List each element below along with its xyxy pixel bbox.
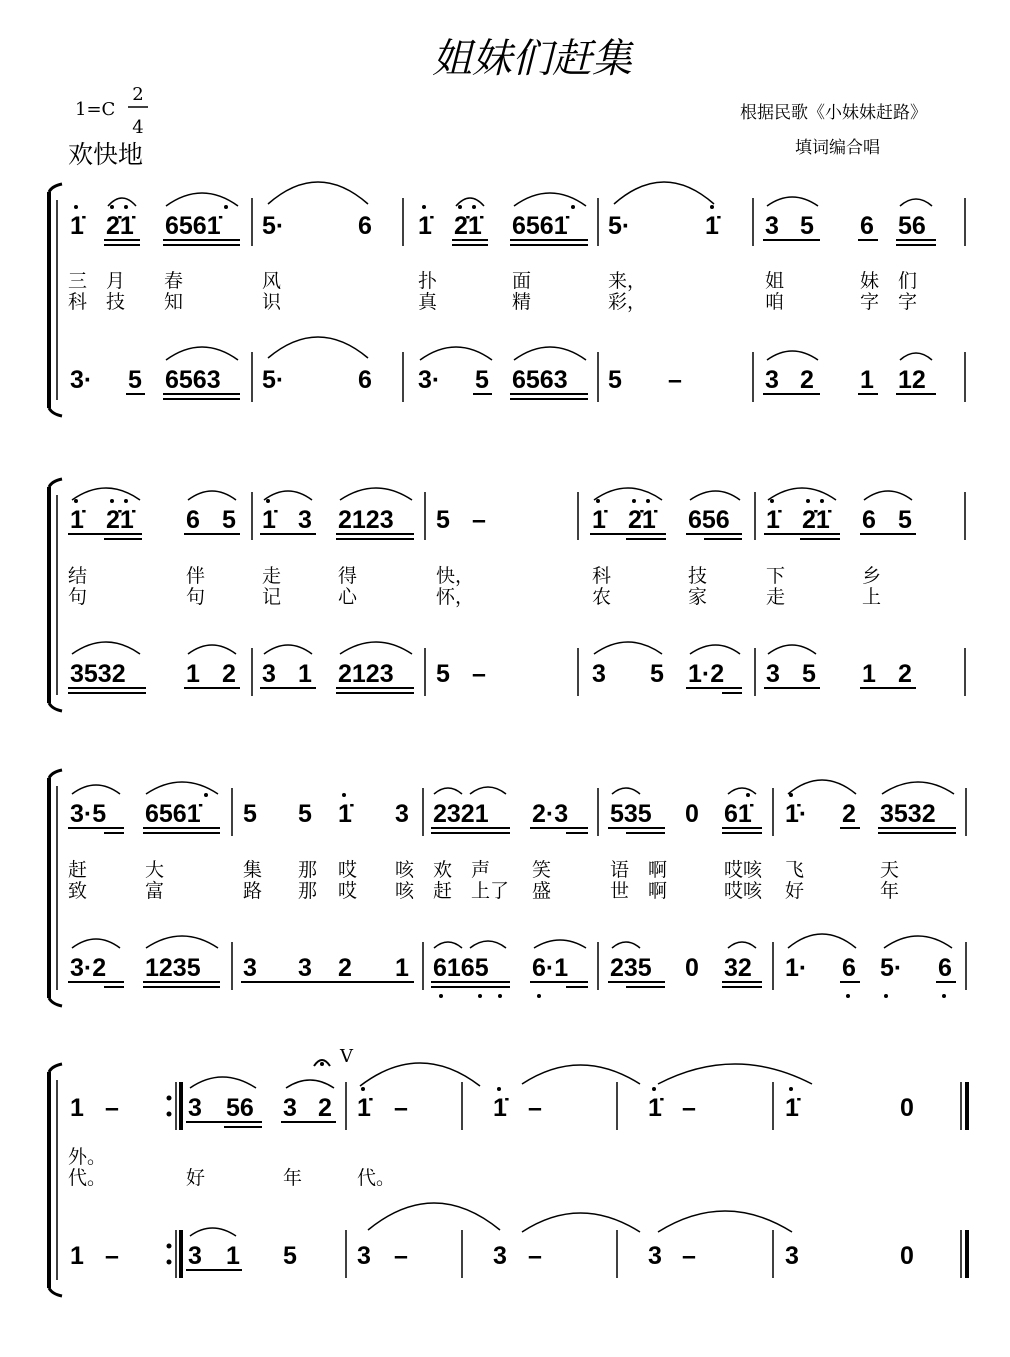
upper-voice [70, 212, 926, 240]
note: 3 [262, 660, 276, 688]
note: 1 [860, 366, 874, 394]
lyrics-verse-2 [68, 291, 917, 313]
lyric: 句 [68, 586, 88, 608]
note: 3 [493, 1242, 507, 1270]
lyric: 技 [106, 291, 126, 313]
lyric: 记 [262, 586, 282, 608]
note: 3 [765, 366, 779, 394]
lyrics-verse-1 [68, 859, 899, 881]
lyric: 致 [68, 880, 88, 902]
lyric: 快， [436, 565, 475, 587]
slurs [72, 780, 954, 794]
note: 1̇ [592, 506, 606, 534]
note: 5 [802, 660, 816, 688]
lyric: 下 [766, 565, 786, 587]
fermata-icon [314, 1046, 354, 1067]
underlines [186, 1122, 336, 1127]
lyric: 那 [298, 880, 318, 902]
lyric: 精 [512, 291, 532, 313]
lyric: 外。 [68, 1146, 107, 1168]
lyric: 年 [880, 880, 900, 902]
lyric: 得 [338, 565, 358, 587]
lyric: 啊 [648, 880, 668, 902]
note: 2123 [338, 506, 394, 534]
note: 1̇ [785, 1094, 799, 1122]
note: 5 [650, 660, 664, 688]
slurs [190, 1063, 812, 1088]
note: 2̇1̇ [454, 212, 482, 240]
note: 535 [610, 800, 652, 828]
system-4 [49, 1046, 967, 1296]
note: 2̇1̇ [106, 506, 134, 534]
lyric: 年 [283, 1167, 303, 1189]
lyric: 咳 [395, 880, 415, 902]
credit-line-2: 填词编合唱 [795, 138, 880, 158]
note: 2·3 [532, 800, 569, 828]
note: – [394, 1094, 408, 1122]
note: 3 [298, 506, 312, 534]
underlines [68, 982, 956, 987]
note: 3 [648, 1242, 662, 1270]
slurs [190, 1203, 792, 1236]
note: – [668, 366, 682, 394]
note: 3·5 [70, 800, 107, 828]
note: 1̇ [418, 212, 432, 240]
lyric: 真 [418, 291, 438, 313]
note: 3 [395, 800, 409, 828]
note: 3 [785, 1242, 799, 1270]
note: 6563 [165, 366, 221, 394]
lyric: 走 [766, 586, 786, 608]
lyric: 盛 [532, 880, 552, 902]
note: 6·1 [532, 954, 569, 982]
lyric: 好 [186, 1167, 206, 1189]
underlines [68, 688, 916, 693]
note: 1· [785, 954, 808, 982]
lyric: 大 [145, 859, 165, 881]
lyrics-verse-1 [68, 270, 917, 292]
lyric: 月 [106, 270, 126, 292]
credit-line-1: 根据民歌《小妹妹赶路》 [740, 103, 927, 123]
note: – [394, 1242, 408, 1270]
system-2 [49, 479, 965, 711]
note: 0 [900, 1094, 914, 1122]
note: 3· [418, 366, 441, 394]
note: 1 [298, 660, 312, 688]
time-signature-bottom: 4 [132, 117, 144, 138]
note: 5 [608, 366, 622, 394]
note: 6165 [433, 954, 489, 982]
lyric: 赶 [433, 880, 453, 902]
note: 5 [298, 800, 312, 828]
lyric: 哎 [338, 880, 358, 902]
note: – [472, 660, 486, 688]
note: 1 [395, 954, 409, 982]
note: 1 [226, 1242, 240, 1270]
note: – [528, 1094, 542, 1122]
lyric: 世 [610, 880, 630, 902]
lyric: 语 [610, 859, 630, 881]
note: 3·2 [70, 954, 107, 982]
key-signature: 1=C [75, 99, 116, 120]
lyric: 来， [608, 270, 647, 292]
note: – [105, 1094, 119, 1122]
lyric: 字 [898, 291, 918, 313]
note: 2 [842, 800, 856, 828]
note: 5· [262, 366, 285, 394]
note: 12 [898, 366, 926, 394]
lyrics-verse-1 [68, 565, 881, 587]
note: 1 [186, 660, 200, 688]
note: 6561̇ [165, 212, 221, 240]
lyric: 集 [243, 859, 263, 881]
lyric: 农 [592, 586, 612, 608]
repeat-dots [167, 1096, 172, 1265]
note: 32 [724, 954, 752, 982]
note: 1 [862, 660, 876, 688]
note: 5· [262, 212, 285, 240]
lyric: 飞 [785, 859, 805, 881]
note: – [105, 1242, 119, 1270]
note: 6 [860, 212, 874, 240]
note: 3532 [70, 660, 126, 688]
lyric: 姐 [765, 270, 785, 292]
lyric: 好 [785, 880, 805, 902]
note: 3 [188, 1094, 202, 1122]
note: 2 [222, 660, 236, 688]
note: 6 [186, 506, 200, 534]
lyric: 笑 [532, 859, 552, 881]
lyric: 字 [860, 291, 880, 313]
note: 1̇ [262, 506, 276, 534]
slurs [72, 642, 816, 654]
lower-voice [70, 954, 952, 982]
svg-text:V: V [340, 1046, 353, 1067]
lyrics-verse-1 [68, 1146, 106, 1168]
note: 1̇ [338, 800, 352, 828]
note: 1·2 [688, 660, 725, 688]
lyric: 三 [68, 270, 88, 292]
note: 3 [766, 660, 780, 688]
note: 6 [938, 954, 952, 982]
note: – [682, 1242, 696, 1270]
note: 5 [222, 506, 236, 534]
note: 5 [283, 1242, 297, 1270]
note: 5 [243, 800, 257, 828]
note: – [528, 1242, 542, 1270]
lyric: 家 [688, 586, 708, 608]
lyric: 科 [68, 291, 88, 313]
system-1 [49, 182, 965, 416]
note: 56 [226, 1094, 254, 1122]
lyric: 路 [243, 880, 263, 902]
lyric: 们 [898, 270, 918, 292]
note: 3 [243, 954, 257, 982]
note: 3 [592, 660, 606, 688]
lyrics-verse-2 [68, 586, 881, 608]
lyric: 上 [862, 586, 882, 608]
lyric: 彩， [608, 291, 647, 313]
note: 3 [357, 1242, 371, 1270]
note: 3532 [880, 800, 936, 828]
note: 2 [338, 954, 352, 982]
lyric: 欢 [433, 859, 453, 881]
upper-voice [70, 1094, 914, 1122]
lyric: 咱 [765, 291, 785, 313]
note: – [472, 506, 486, 534]
lyric: 识 [262, 291, 282, 313]
lyric: 那 [298, 859, 318, 881]
note: 1̇ [648, 1094, 662, 1122]
lyric: 哎 [338, 859, 358, 881]
lyric: 啊 [648, 859, 668, 881]
note: 3 [765, 212, 779, 240]
lower-voice [70, 366, 926, 394]
lyrics-verse-2 [68, 1167, 395, 1189]
lyric: 扑 [418, 270, 438, 292]
slurs [166, 337, 932, 360]
slurs [72, 934, 952, 948]
lyric: 春 [164, 270, 184, 292]
note: – [682, 1094, 696, 1122]
note: 2 [318, 1094, 332, 1122]
lyric: 代。 [357, 1167, 396, 1189]
lyric: 知 [164, 291, 184, 313]
lyric: 妹 [860, 270, 880, 292]
note: 1̇· [785, 800, 808, 828]
note: 6 [862, 506, 876, 534]
note: 1̇ [357, 1094, 371, 1122]
note: 1235 [145, 954, 201, 982]
underlines [104, 240, 936, 245]
note: 2123 [338, 660, 394, 688]
time-signature-top: 2 [132, 84, 144, 105]
slurs [108, 182, 932, 206]
lyric: 心 [338, 586, 358, 608]
underlines [126, 394, 936, 399]
note: 1̇ [70, 212, 84, 240]
note: 5 [436, 660, 450, 688]
note: 6561̇ [512, 212, 568, 240]
note: 6563 [512, 366, 568, 394]
lyric: 哎咳 [724, 880, 763, 902]
note: 5 [475, 366, 489, 394]
lyric: 走 [262, 565, 282, 587]
note: 1̇ [705, 212, 719, 240]
lower-voice [70, 1242, 914, 1270]
tempo-marking: 欢快地 [68, 140, 144, 169]
lyrics-verse-2 [68, 879, 899, 902]
song-title: 姐妹们赶集 [432, 36, 632, 82]
note: 2321 [433, 800, 489, 828]
note: 2̇1̇ [106, 212, 134, 240]
lyric: 句 [186, 586, 206, 608]
lyric: 咳 [395, 859, 415, 881]
lyric: 技 [688, 565, 708, 587]
note: 3 [283, 1094, 297, 1122]
lyric: 科 [592, 565, 612, 587]
note: 1̇ [493, 1094, 507, 1122]
note: 1 [70, 1242, 84, 1270]
note: 6 [358, 212, 372, 240]
note: 5· [608, 212, 631, 240]
note: 5· [880, 954, 903, 982]
octave-dots [74, 205, 946, 1091]
note: 0 [685, 800, 699, 828]
note: 2 [898, 660, 912, 688]
note: 235 [610, 954, 652, 982]
lower-voice [70, 660, 912, 688]
lyric: 赶 [68, 859, 88, 881]
underlines [68, 534, 916, 539]
note: 3· [70, 366, 93, 394]
note: 6 [358, 366, 372, 394]
lyric: 代。 [68, 1167, 107, 1189]
lyric: 上了 [471, 880, 510, 902]
note: 1 [70, 1094, 84, 1122]
note: 56 [898, 212, 926, 240]
upper-voice [70, 506, 912, 534]
note: 2̇1̇ [802, 506, 830, 534]
note: 3 [298, 954, 312, 982]
note: 0 [900, 1242, 914, 1270]
note: 1̇ [70, 506, 84, 534]
note: 1̇ [766, 506, 780, 534]
lyric: 天 [880, 859, 900, 881]
lyric: 富 [145, 880, 165, 902]
note: 5 [898, 506, 912, 534]
note: 2̇1̇ [628, 506, 656, 534]
note: 5 [800, 212, 814, 240]
lyric: 声 [471, 859, 491, 881]
note: 6561̇ [145, 800, 201, 828]
note: 6 [842, 954, 856, 982]
note: 3 [188, 1242, 202, 1270]
lyric: 结 [68, 565, 88, 587]
note: 5 [128, 366, 142, 394]
lyric: 风 [262, 270, 282, 292]
lyric: 哎咳 [724, 859, 763, 881]
lyric: 乡 [862, 565, 882, 587]
underlines [68, 828, 956, 833]
note: 2 [800, 366, 814, 394]
slurs [72, 488, 912, 500]
note: 61̇ [724, 800, 752, 828]
note: 656 [688, 506, 730, 534]
upper-voice [70, 800, 936, 828]
system-3 [49, 770, 966, 1006]
lyric: 伴 [186, 565, 206, 587]
note: 5 [436, 506, 450, 534]
lyric: 面 [512, 270, 532, 292]
lyric: 怀， [436, 586, 475, 608]
note: 0 [685, 954, 699, 982]
